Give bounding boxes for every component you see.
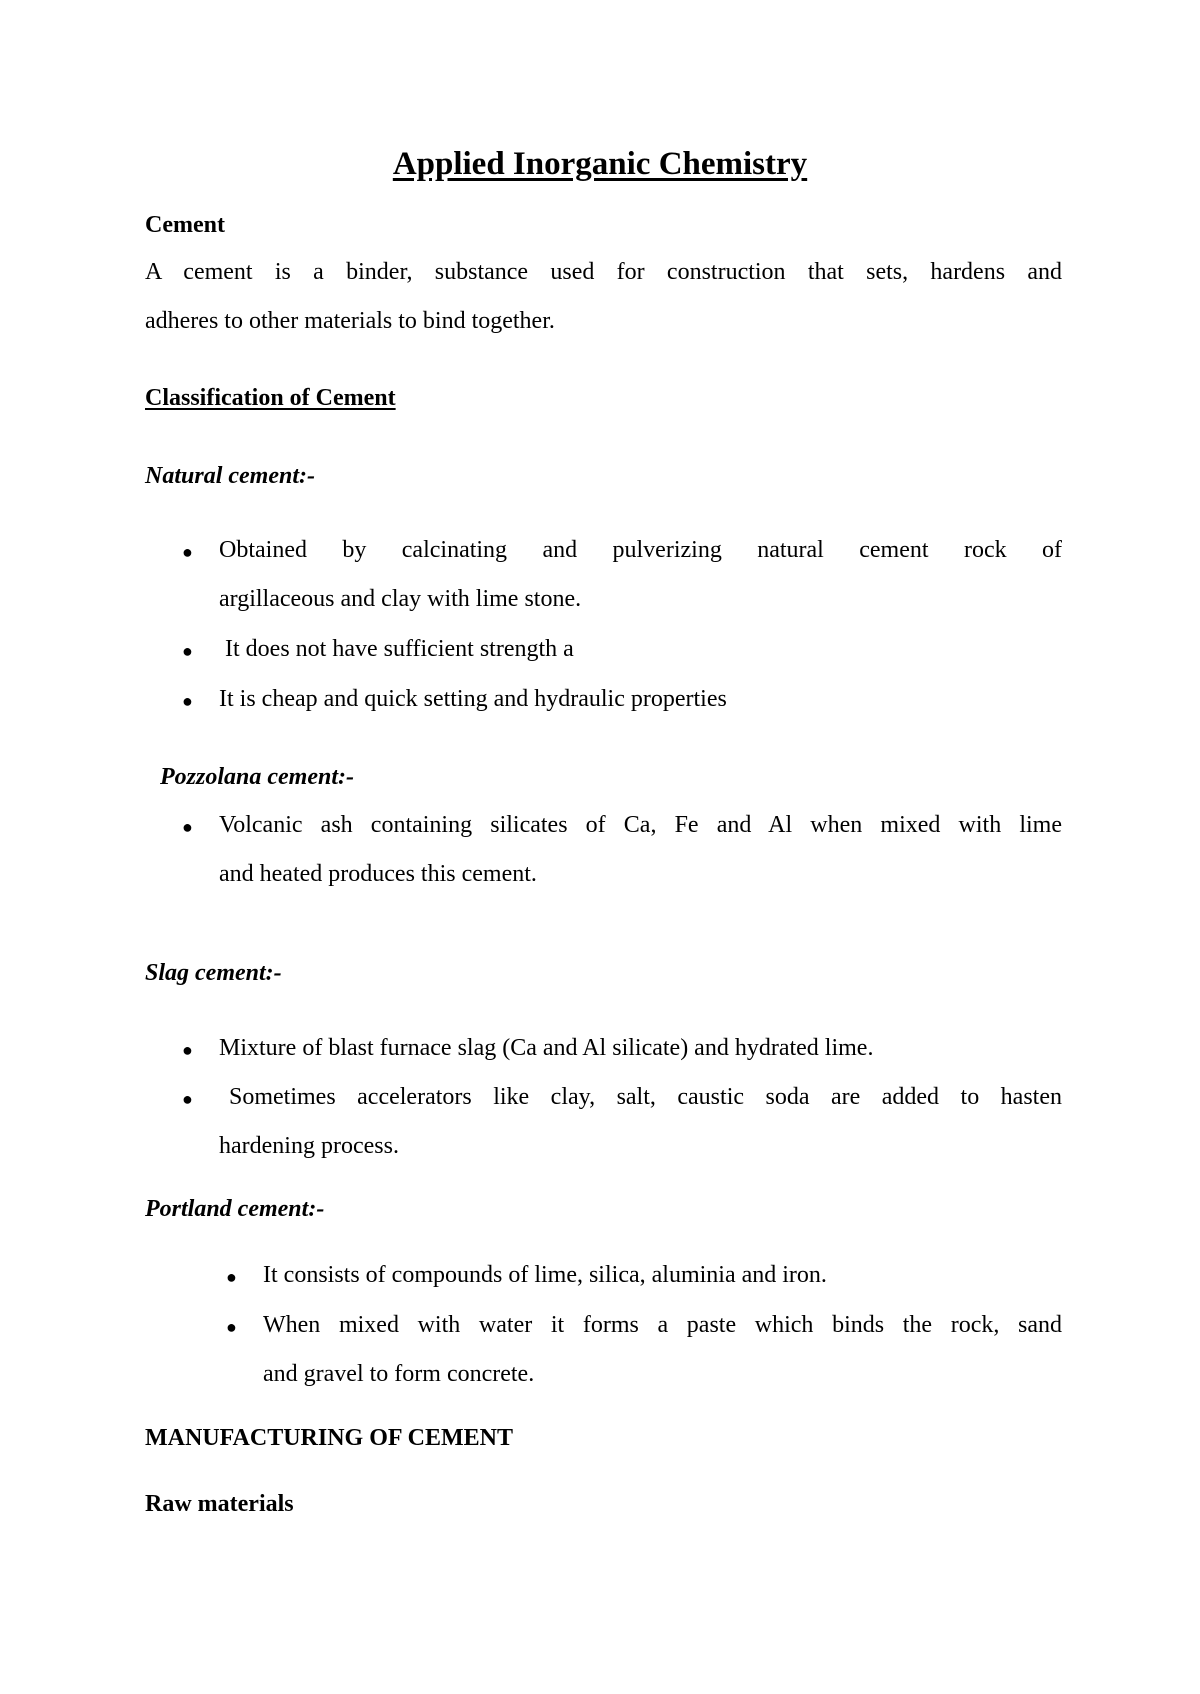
bullet-icon: ●	[182, 1040, 193, 1060]
portland-cement-heading: Portland cement:-	[145, 1196, 325, 1222]
classification-heading: Classification of Cement	[145, 385, 396, 411]
natural-bullet-2: It does not have sufficient strength a	[225, 636, 574, 662]
cement-heading: Cement	[145, 212, 225, 238]
pozzolana-cement-heading: Pozzolana cement:-	[160, 764, 354, 790]
portland-bullet-1: It consists of compounds of lime, silica, aluminia and iron.	[263, 1262, 827, 1288]
manufacturing-heading: MANUFACTURING OF CEMENT	[145, 1425, 513, 1451]
bullet-icon: ●	[182, 691, 193, 711]
page-title: Applied Inorganic Chemistry	[392, 146, 808, 182]
natural-bullet-1-line-1: Obtained by calcinating and pulverizing natural cement rock of	[219, 537, 1062, 563]
slag-cement-heading: Slag cement:-	[145, 960, 282, 986]
natural-bullet-1-line-2: argillaceous and clay with lime stone.	[219, 586, 582, 612]
natural-bullet-3: It is cheap and quick setting and hydraulic properties	[219, 686, 727, 712]
raw-materials-heading: Raw materials	[145, 1491, 294, 1517]
pozzolana-bullet-1-line-1: Volcanic ash containing silicates of Ca, Fe and Al when mixed with lime	[219, 812, 1062, 838]
bullet-icon: ●	[182, 1089, 193, 1109]
bullet-icon: ●	[182, 817, 193, 837]
pozzolana-bullet-1-line-2: and heated produces this cement.	[219, 861, 537, 887]
slag-bullet-2-line-2: hardening process.	[219, 1133, 399, 1159]
portland-bullet-2-line-2: and gravel to form concrete.	[263, 1361, 535, 1387]
natural-cement-heading: Natural cement:-	[145, 463, 315, 489]
cement-definition-line-1: A cement is a binder, substance used for construction that sets, hardens and	[145, 259, 1062, 285]
bullet-icon: ●	[182, 641, 193, 661]
slag-bullet-2-line-1: Sometimes accelerators like clay, salt, caustic soda are added to hasten	[229, 1084, 1062, 1110]
portland-bullet-2-line-1: When mixed with water it forms a paste which binds the rock, sand	[263, 1312, 1062, 1338]
cement-definition-line-2: adheres to other materials to bind together.	[145, 308, 555, 334]
bullet-icon: ●	[226, 1317, 237, 1337]
bullet-icon: ●	[182, 542, 193, 562]
slag-bullet-1: Mixture of blast furnace slag (Ca and Al silicate) and hydrated lime.	[219, 1035, 874, 1061]
bullet-icon: ●	[226, 1267, 237, 1287]
